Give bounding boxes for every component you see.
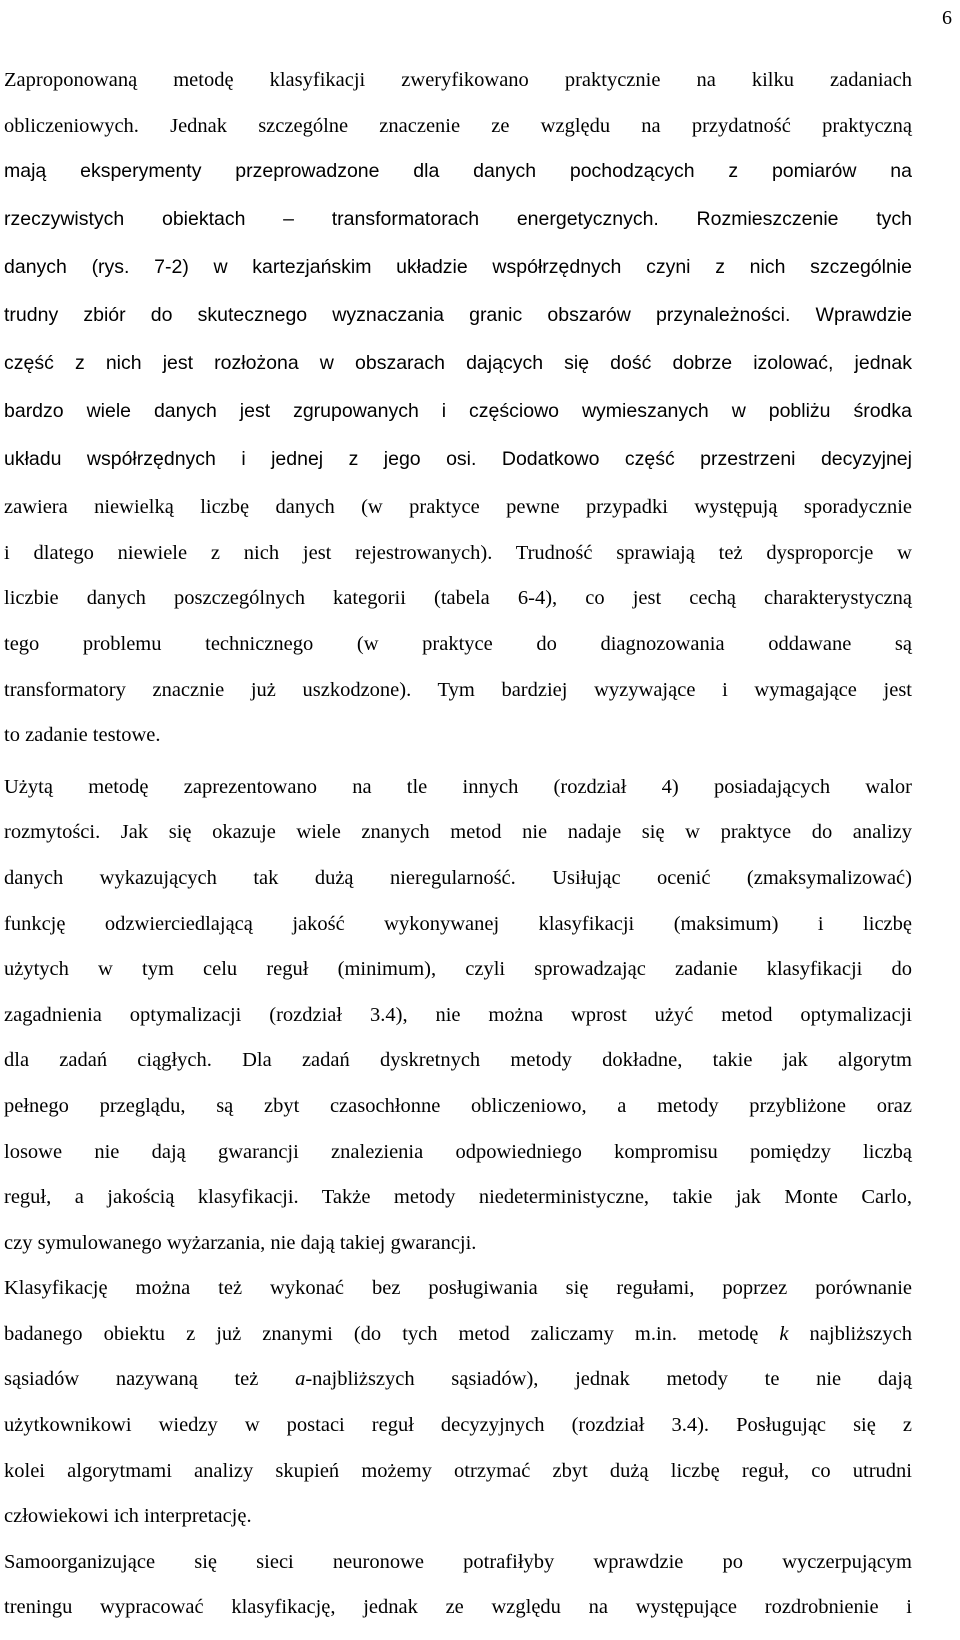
text-line: zawiera niewielką liczbę danych (w praktyce pewne przypadki występują sporadycznie: [4, 496, 912, 519]
text-line: funkcję odzwierciedlającą jakość wykonywanej klasyfikacji (maksimum) i liczbę: [4, 912, 912, 935]
text-segment: badanego obiektu z już znanymi (do tych metod zaliczamy m.in. metodę: [4, 1322, 780, 1345]
text-line: tego problemu technicznego (w praktyce do diagnozowania oddawane są: [4, 632, 912, 655]
italic-variable: a: [295, 1368, 306, 1391]
text-line: układu współrzędnych i jednej z jego osi. Dodatkowo część przestrzeni decyzyjnej: [4, 448, 912, 471]
text-line: człowiekowi ich interpretację.: [4, 1505, 252, 1528]
page-number: 6: [942, 7, 952, 29]
text-line: losowe nie dają gwarancji znalezienia odpowiedniego kompromisu pomiędzy liczbą: [4, 1140, 912, 1163]
paragraph: [4, 58, 912, 759]
text-line: zagadnienia optymalizacji (rozdział 3.4), nie można wprost użyć metod optymalizacji: [4, 1003, 912, 1026]
text-line: kolei algorytmami analizy skupień możemy otrzymać zbyt dużą liczbę reguł, co utrudni: [4, 1459, 912, 1482]
text-line: to zadanie testowe.: [4, 724, 161, 747]
text-line: danych (rys. 7-2) w kartezjańskim układzie współrzędnych czyni z nich szczególnie: [4, 256, 912, 279]
paragraph: [4, 765, 912, 1267]
paragraph: [4, 1540, 912, 1631]
text-line: transformatory znacznie już uszkodzone). Tym bardziej wyzywające i wymagające jest: [4, 678, 912, 701]
text-line: rzeczywistych obiektach – transformatorach energetycznych. Rozmieszczenie tych: [4, 208, 912, 231]
text-line: bardzo wiele danych jest zgrupowanych i częściowo wymieszanych w pobliżu środka: [4, 400, 912, 423]
text-segment: najbliższych: [788, 1322, 912, 1345]
text-line: i dlatego niewiele z nich jest rejestrowanych). Trudność sprawiają też dysproporcje w: [4, 541, 912, 564]
text-line: treningu wypracować klasyfikację, jednak ze względu na występujące rozdrobnienie i: [4, 1596, 912, 1619]
text-segment: sąsiadów nazywaną też: [4, 1368, 296, 1391]
text-line: użytkownikowi wiedzy w postaci reguł decyzyjnych (rozdział 3.4). Posługując się z: [4, 1414, 912, 1437]
italic-variable: k: [779, 1322, 789, 1345]
text-line: użytych w tym celu reguł (minimum), czyli sprowadzając zadanie klasyfikacji do: [4, 958, 912, 981]
text-line: reguł, a jakością klasyfikacji. Także metody niedeterministyczne, takie jak Monte Carlo,: [4, 1186, 912, 1209]
text-line: mają eksperymenty przeprowadzone dla danych pochodzących z pomiarów na: [4, 160, 912, 183]
text-line: [4, 1312, 912, 1358]
text-line: Zaproponowaną metodę klasyfikacji zweryfikowano praktycznie na kilku zadaniach: [4, 69, 912, 91]
text-line: [4, 1357, 912, 1403]
body-text: [4, 58, 912, 1631]
paragraph: [4, 1266, 912, 1540]
text-line: trudny zbiór do skutecznego wyznaczania granic obszarów przynależności. Wprawdzie: [4, 304, 912, 327]
text-line: Klasyfikację można też wykonać bez posługiwania się regułami, poprzez porównanie: [4, 1277, 912, 1300]
text-line: dla zadań ciągłych. Dla zadań dyskretnych metody dokładne, takie jak algorytm: [4, 1049, 912, 1072]
text-segment: -najbliższych sąsiadów), jednak metody te nie dają: [305, 1368, 912, 1391]
text-line: danych wykazujących tak dużą nieregularność. Usiłując ocenić (zmaksymalizować): [4, 866, 912, 889]
text-line: Samoorganizujące się sieci neuronowe potrafiłyby wprawdzie po wyczerpującym: [4, 1550, 912, 1573]
text-line: Użytą metodę zaprezentowano na tle innych (rozdział 4) posiadających walor: [4, 775, 912, 798]
text-line: obliczeniowych. Jednak szczególne znaczenie ze względu na przydatność praktyczną: [4, 114, 912, 137]
text-line: pełnego przeglądu, są zbyt czasochłonne obliczeniowo, a metody przybliżone oraz: [4, 1094, 912, 1117]
text-line: część z nich jest rozłożona w obszarach dających się dość dobrze izolować, jednak: [4, 352, 912, 375]
text-line: rozmytości. Jak się okazuje wiele znanych metod nie nadaje się w praktyce do analizy: [4, 821, 912, 844]
text-line: liczbie danych poszczególnych kategorii (tabela 6-4), co jest cechą charakterystyczną: [4, 587, 912, 610]
text-line: czy symulowanego wyżarzania, nie dają takiej gwarancji.: [4, 1231, 477, 1254]
